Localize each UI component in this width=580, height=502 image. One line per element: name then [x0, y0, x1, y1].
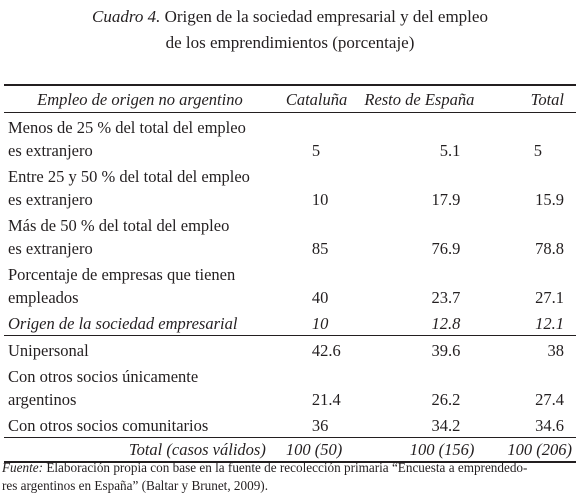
- cell-resto-espana: 39.6: [363, 335, 479, 362]
- cell-total: 38: [478, 335, 576, 362]
- cell-total: 27.4: [535, 389, 564, 409]
- cell-total: 15.9: [535, 189, 564, 209]
- row-label: Origen de la sociedad empresarial: [8, 313, 238, 333]
- row-label-line-2: es extranjero: [8, 140, 93, 160]
- row-label: [4, 112, 276, 162]
- source-label: Fuente:: [2, 460, 44, 475]
- cell-cataluna: 10: [311, 313, 329, 333]
- cell-cataluna: 42.6: [276, 335, 363, 362]
- total-label: Total (casos válidos): [4, 437, 276, 462]
- cell-cataluna: 85: [311, 238, 329, 258]
- header-total: Total: [478, 85, 576, 112]
- cell-total: 78.8: [535, 238, 564, 258]
- row-label-line-2: empleados: [8, 287, 79, 307]
- header-cataluna: Cataluña: [276, 85, 363, 112]
- table-row: [4, 211, 576, 260]
- table-caption: [0, 4, 580, 56]
- caption-label: Cuadro 4.: [92, 7, 161, 26]
- cell-cataluna: 36: [311, 415, 329, 435]
- table-header-row: [4, 85, 576, 112]
- cell-resto-espana: 5.1: [439, 140, 461, 160]
- cell-total: 5: [533, 140, 542, 160]
- source-note: [2, 459, 576, 495]
- total-cataluna: 100 (50): [276, 437, 363, 462]
- row-label-line-1: Más de 50 % del total del empleo: [8, 215, 230, 235]
- header-origin: Empleo de origen no argentino: [4, 85, 276, 112]
- cell-cataluna: 21.4: [311, 389, 341, 409]
- total-row: [4, 437, 576, 462]
- table-row: [4, 162, 576, 211]
- cell-cataluna: 10: [311, 189, 329, 209]
- cell-total: 12.1: [535, 313, 564, 333]
- table-row: [4, 260, 576, 309]
- cell-total: 34.6: [535, 415, 564, 435]
- caption-line-1: [0, 4, 580, 30]
- cell-resto-espana: 76.9: [431, 238, 461, 258]
- row-label-line-1: Porcentaje de empresas que tienen: [8, 264, 236, 284]
- row-label: [4, 211, 276, 260]
- table-row: [4, 362, 576, 411]
- row-label: Unipersonal: [4, 335, 276, 362]
- cell-resto-espana: 34.2: [431, 415, 461, 435]
- row-label: [4, 162, 276, 211]
- row-label-line-1: Con otros socios únicamente: [8, 366, 199, 386]
- table-row: [4, 411, 576, 438]
- table-row: [4, 112, 576, 162]
- total-resto-espana: 100 (156): [363, 437, 479, 462]
- row-label-line-2: es extranjero: [8, 238, 93, 258]
- table-row: [4, 335, 576, 362]
- caption-title-line-2: de los emprendimientos (porcentaje): [165, 33, 415, 52]
- data-table: [4, 84, 576, 463]
- row-label: Con otros socios comunitarios: [8, 415, 209, 435]
- total-total: 100 (206): [478, 437, 576, 462]
- source-text-line-2: res argentinos en España” (Baltar y Brunet, 2009).: [2, 478, 268, 493]
- caption-title-line-1: Origen de la sociedad empresarial y del empleo: [164, 7, 488, 26]
- row-label-line-1: Menos de 25 % del total del empleo: [8, 117, 246, 137]
- header-resto-espana: Resto de España: [363, 85, 479, 112]
- row-label-line-2: es extranjero: [8, 189, 93, 209]
- cell-cataluna: 5: [311, 140, 321, 160]
- cell-resto-espana: 17.9: [431, 189, 461, 209]
- row-label-line-2: argentinos: [8, 389, 77, 409]
- table-row: [4, 309, 576, 336]
- row-label: [4, 362, 276, 411]
- cell-cataluna: 40: [311, 287, 329, 307]
- row-label: [4, 260, 276, 309]
- row-label-line-1: Entre 25 y 50 % del total del empleo: [8, 166, 250, 186]
- cell-total: 27.1: [535, 287, 564, 307]
- source-text-line-1: Elaboración propia con base en la fuente de recolección primaria “Encuesta a emprendedo-: [46, 460, 528, 475]
- cell-resto-espana: 12.8: [431, 313, 461, 333]
- cell-resto-espana: 23.7: [431, 287, 461, 307]
- cell-resto-espana: 26.2: [431, 389, 461, 409]
